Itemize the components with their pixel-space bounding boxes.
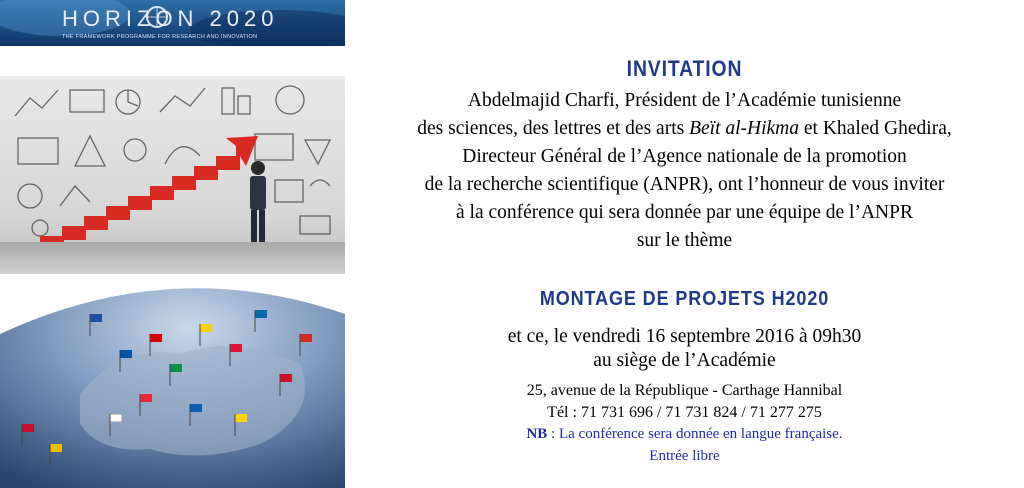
invitation-line-6: sur le thème xyxy=(636,230,733,251)
beit-al-hikma-name: Beït al-Hikma xyxy=(689,118,800,139)
place-line: au siège de l’Académie xyxy=(593,350,776,371)
address-line: 25, avenue de la République - Carthage Hannibal xyxy=(526,382,843,399)
invitation-line-3: Directeur Général de l’Agence nationale de la promotion xyxy=(462,146,907,167)
language-note: NB : La conférence sera donnée en langue française. xyxy=(526,426,843,442)
free-entry-note: Entrée libre xyxy=(649,448,720,464)
red-staircase-arrow xyxy=(40,136,258,248)
banner-title: HORIZON 2020 xyxy=(62,6,279,31)
banner-subtitle: THE FRAMEWORK PROGRAMME FOR RESEARCH AND INNOVATION xyxy=(62,34,258,40)
invitation-line-4: de la recherche scientifique (ANPR), ont l’honneur de vous inviter xyxy=(424,174,945,195)
invitation-line-5: à la conférence qui sera donnée par une équipe de l’ANPR xyxy=(456,202,913,223)
businessman-figure xyxy=(250,161,266,244)
invitation-heading: INVITATION xyxy=(626,56,743,81)
nb-label: NB xyxy=(526,426,548,442)
illustration-column xyxy=(0,0,345,488)
date-line: et ce, le vendredi 16 septembre 2016 à 09h30 xyxy=(507,326,862,347)
phone-line: Tél : 71 731 696 / 71 731 824 / 71 277 275 xyxy=(547,404,822,421)
invitation-line-1: Abdelmajid Charfi, Président de l’Académie tunisienne xyxy=(467,90,902,111)
europe-flags-globe-photo xyxy=(0,274,345,488)
invitation-text xyxy=(345,0,1024,488)
growth-chart-photo xyxy=(0,76,345,274)
globe-with-flags xyxy=(0,274,345,488)
invitation-line-2: des sciences, des lettres et des arts Beït al-Hikma et Khaled Ghedira, xyxy=(417,118,952,139)
conference-theme: MONTAGE DE PROJETS H2020 xyxy=(539,288,830,310)
horizon-2020-banner xyxy=(0,0,345,46)
